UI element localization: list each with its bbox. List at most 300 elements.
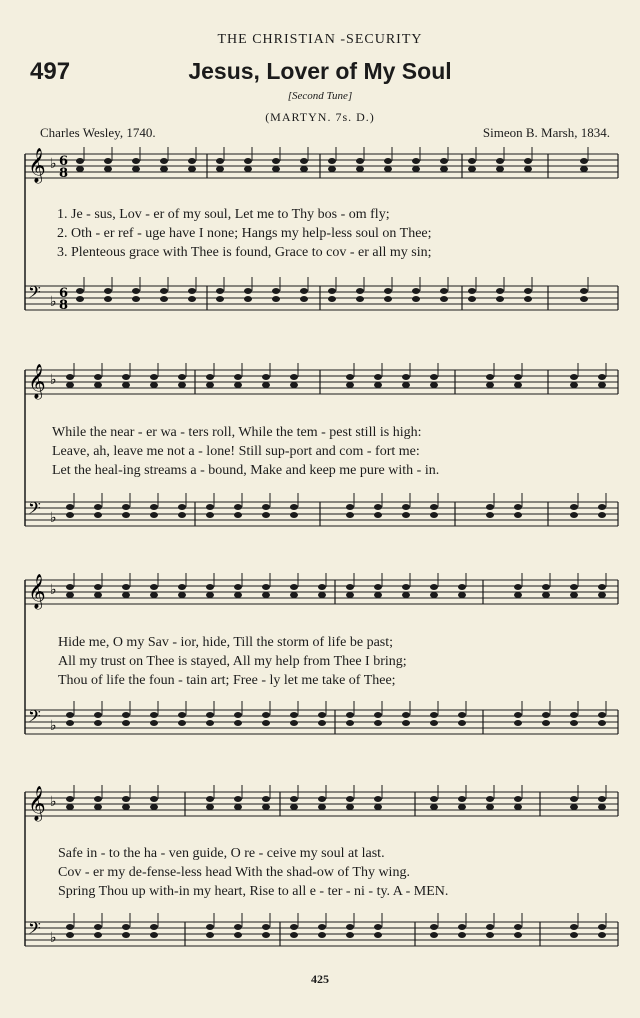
hymn-number: 497 (30, 58, 71, 85)
note-head (598, 504, 606, 510)
note-head (570, 712, 578, 718)
note-head (374, 592, 382, 598)
note-head (290, 796, 298, 802)
note-head (94, 584, 102, 590)
note-head (598, 924, 606, 930)
note-head (234, 796, 242, 802)
note-head (66, 584, 74, 590)
note-head (402, 592, 410, 598)
note-head (598, 584, 606, 590)
note-head (262, 924, 270, 930)
lyric-line: Let the heal-ing streams a - bound, Make and keep me pure with - in. (52, 463, 440, 478)
note-head (94, 504, 102, 510)
note-head (178, 512, 186, 518)
note-head (132, 166, 140, 172)
note-head (402, 504, 410, 510)
note-head (356, 158, 364, 164)
note-head (234, 592, 242, 598)
note-head (244, 296, 252, 302)
note-head (94, 592, 102, 598)
note-head (94, 796, 102, 802)
note-head (300, 288, 308, 294)
treble-clef-icon: 𝄞 (28, 364, 46, 399)
note-head (76, 158, 84, 164)
note-head (458, 932, 466, 938)
note-head (514, 804, 522, 810)
note-head (346, 584, 354, 590)
note-head (104, 166, 112, 172)
note-head (290, 804, 298, 810)
note-head (402, 382, 410, 388)
note-head (300, 158, 308, 164)
note-head (206, 592, 214, 598)
note-head (178, 592, 186, 598)
time-signature: 8 (59, 166, 69, 181)
tune-name: (MARTYN. 7s. D.) (265, 110, 375, 124)
note-head (374, 924, 382, 930)
note-head (318, 720, 326, 726)
note-head (374, 374, 382, 380)
note-head (122, 924, 130, 930)
note-head (486, 382, 494, 388)
note-head (346, 804, 354, 810)
note-head (94, 374, 102, 380)
bass-clef-icon: 𝄢 (28, 706, 41, 730)
note-head (262, 932, 270, 938)
note-head (468, 296, 476, 302)
note-head (122, 584, 130, 590)
note-head (486, 504, 494, 510)
note-head (290, 512, 298, 518)
time-signature: 6 (59, 286, 69, 301)
note-head (384, 158, 392, 164)
note-head (524, 166, 532, 172)
note-head (570, 504, 578, 510)
note-head (402, 720, 410, 726)
note-head (524, 288, 532, 294)
note-head (234, 932, 242, 938)
note-head (430, 932, 438, 938)
lyric-line: All my trust on Thee is stayed, All my help from Thee I bring; (58, 654, 407, 669)
note-head (430, 804, 438, 810)
note-head (150, 512, 158, 518)
note-head (104, 296, 112, 302)
note-head (160, 158, 168, 164)
note-head (486, 374, 494, 380)
note-head (262, 374, 270, 380)
note-head (598, 512, 606, 518)
note-head (272, 158, 280, 164)
note-head (318, 592, 326, 598)
lyric-line: 3. Plenteous grace with Thee is found, Grace to cov - er all my sin; (57, 245, 432, 260)
note-head (430, 592, 438, 598)
note-head (178, 712, 186, 718)
note-head (486, 512, 494, 518)
hymn-title: Jesus, Lover of My Soul (188, 58, 452, 84)
note-head (514, 720, 522, 726)
note-head (290, 924, 298, 930)
note-head (346, 374, 354, 380)
note-head (66, 720, 74, 726)
note-head (234, 382, 242, 388)
note-head (486, 932, 494, 938)
flat-icon: ♭ (50, 372, 57, 388)
note-head (384, 296, 392, 302)
note-head (430, 504, 438, 510)
note-head (122, 592, 130, 598)
note-head (150, 804, 158, 810)
note-head (570, 796, 578, 802)
note-head (272, 166, 280, 172)
note-head (328, 288, 336, 294)
note-head (262, 796, 270, 802)
note-head (160, 288, 168, 294)
note-head (66, 382, 74, 388)
note-head (346, 932, 354, 938)
note-head (234, 804, 242, 810)
note-head (122, 712, 130, 718)
note-head (458, 592, 466, 598)
note-head (458, 804, 466, 810)
note-head (598, 804, 606, 810)
note-head (412, 288, 420, 294)
note-head (94, 512, 102, 518)
note-head (346, 592, 354, 598)
note-head (514, 382, 522, 388)
note-head (598, 932, 606, 938)
note-head (328, 166, 336, 172)
treble-clef-icon: 𝄞 (28, 148, 46, 183)
time-signature: 8 (59, 298, 69, 313)
note-head (346, 924, 354, 930)
note-head (234, 374, 242, 380)
note-head (598, 720, 606, 726)
note-head (150, 382, 158, 388)
note-head (402, 712, 410, 718)
lyric-line: While the near - er wa - ters roll, While the tem - pest still is high: (52, 425, 422, 440)
note-head (580, 158, 588, 164)
note-head (290, 584, 298, 590)
note-head (66, 504, 74, 510)
note-head (514, 796, 522, 802)
note-head (206, 796, 214, 802)
note-head (272, 296, 280, 302)
note-head (122, 720, 130, 726)
note-head (318, 796, 326, 802)
note-head (356, 296, 364, 302)
note-head (216, 158, 224, 164)
note-head (178, 374, 186, 380)
note-head (374, 512, 382, 518)
bass-clef-icon: 𝄢 (28, 918, 41, 942)
note-head (244, 166, 252, 172)
note-head (300, 296, 308, 302)
flat-icon: ♭ (50, 156, 57, 172)
note-head (384, 166, 392, 172)
time-signature: 6 (59, 154, 69, 169)
note-head (206, 512, 214, 518)
note-head (570, 512, 578, 518)
note-head (402, 374, 410, 380)
note-head (104, 288, 112, 294)
note-head (244, 288, 252, 294)
note-head (206, 804, 214, 810)
note-head (514, 512, 522, 518)
note-head (262, 712, 270, 718)
note-head (150, 932, 158, 938)
lyric-line: Safe in - to the ha - ven guide, O re - ceive my soul at last. (58, 846, 385, 861)
lyric-line: Thou of life the foun - tain art; Free - ly let me take of Thee; (58, 673, 396, 688)
note-head (66, 512, 74, 518)
note-head (374, 504, 382, 510)
note-head (346, 382, 354, 388)
lyric-line: Hide me, O my Sav - ior, hide, Till the storm of life be past; (58, 635, 394, 650)
note-head (430, 382, 438, 388)
note-head (262, 512, 270, 518)
note-head (150, 796, 158, 802)
note-head (160, 166, 168, 172)
note-head (328, 296, 336, 302)
note-head (122, 796, 130, 802)
note-head (412, 158, 420, 164)
note-head (216, 296, 224, 302)
note-head (374, 584, 382, 590)
note-head (570, 804, 578, 810)
note-head (468, 166, 476, 172)
note-head (150, 374, 158, 380)
flat-icon: ♭ (50, 294, 57, 310)
lyric-line: Spring Thou up with-in my heart, Rise to all e - ter - ni - ty. A - MEN. (58, 884, 449, 899)
note-head (328, 158, 336, 164)
note-head (318, 712, 326, 718)
note-head (384, 288, 392, 294)
note-head (486, 796, 494, 802)
note-head (468, 158, 476, 164)
note-head (66, 374, 74, 380)
note-head (430, 512, 438, 518)
note-head (402, 512, 410, 518)
note-head (514, 592, 522, 598)
flat-icon: ♭ (50, 510, 57, 526)
note-head (542, 720, 550, 726)
note-head (122, 382, 130, 388)
note-head (216, 166, 224, 172)
note-head (374, 382, 382, 388)
flat-icon: ♭ (50, 582, 57, 598)
note-head (468, 288, 476, 294)
bass-clef-icon: 𝄢 (28, 498, 41, 522)
author-credit: Charles Wesley, 1740. (40, 125, 156, 140)
note-head (94, 932, 102, 938)
note-head (346, 512, 354, 518)
note-head (272, 288, 280, 294)
note-head (132, 288, 140, 294)
note-head (598, 374, 606, 380)
note-head (290, 592, 298, 598)
note-head (66, 924, 74, 930)
note-head (598, 592, 606, 598)
page-number: 425 (311, 972, 329, 986)
note-head (458, 712, 466, 718)
note-head (496, 296, 504, 302)
note-head (430, 796, 438, 802)
note-head (570, 592, 578, 598)
note-head (374, 796, 382, 802)
note-head (262, 584, 270, 590)
note-head (94, 382, 102, 388)
note-head (178, 382, 186, 388)
note-head (318, 924, 326, 930)
note-head (430, 924, 438, 930)
note-head (374, 804, 382, 810)
note-head (122, 932, 130, 938)
note-head (150, 504, 158, 510)
note-head (66, 932, 74, 938)
note-head (514, 374, 522, 380)
note-head (94, 924, 102, 930)
note-head (496, 166, 504, 172)
note-head (178, 720, 186, 726)
note-head (570, 374, 578, 380)
note-head (412, 296, 420, 302)
note-head (542, 712, 550, 718)
note-head (234, 712, 242, 718)
note-head (570, 382, 578, 388)
note-head (122, 504, 130, 510)
note-head (262, 504, 270, 510)
note-head (150, 592, 158, 598)
note-head (402, 584, 410, 590)
note-head (346, 712, 354, 718)
note-head (570, 584, 578, 590)
note-head (430, 720, 438, 726)
bass-clef-icon: 𝄢 (28, 282, 41, 306)
note-head (94, 720, 102, 726)
note-head (458, 720, 466, 726)
note-head (76, 296, 84, 302)
note-head (374, 932, 382, 938)
lyric-line: 2. Oth - er ref - uge have I none; Hangs my help-less soul on Thee; (57, 226, 432, 241)
lyric-line: 1. Je - sus, Lov - er of my soul, Let me to Thy bos - om fly; (57, 207, 390, 222)
note-head (94, 712, 102, 718)
note-head (132, 296, 140, 302)
note-head (262, 382, 270, 388)
note-head (514, 504, 522, 510)
lyric-line: Leave, ah, leave me not a - lone! Still sup-port and com - fort me: (52, 444, 420, 459)
note-head (262, 720, 270, 726)
note-head (514, 932, 522, 938)
note-head (132, 158, 140, 164)
note-head (524, 158, 532, 164)
note-head (216, 288, 224, 294)
note-head (150, 712, 158, 718)
flat-icon: ♭ (50, 930, 57, 946)
note-head (570, 720, 578, 726)
note-head (66, 712, 74, 718)
note-head (430, 584, 438, 590)
note-head (290, 374, 298, 380)
note-head (570, 932, 578, 938)
note-head (66, 592, 74, 598)
note-head (234, 512, 242, 518)
note-head (122, 804, 130, 810)
note-head (290, 382, 298, 388)
note-head (346, 504, 354, 510)
note-head (188, 166, 196, 172)
note-head (514, 584, 522, 590)
note-head (178, 504, 186, 510)
note-head (234, 924, 242, 930)
lyric-line: Cov - er my de-fense-less head With the shad-ow of Thy wing. (58, 865, 410, 880)
note-head (486, 804, 494, 810)
note-head (234, 720, 242, 726)
note-head (150, 924, 158, 930)
note-head (206, 932, 214, 938)
note-head (66, 796, 74, 802)
treble-clef-icon: 𝄞 (28, 574, 46, 609)
note-head (598, 712, 606, 718)
note-head (524, 296, 532, 302)
note-head (300, 166, 308, 172)
note-head (122, 512, 130, 518)
note-head (430, 374, 438, 380)
note-head (122, 374, 130, 380)
note-head (262, 592, 270, 598)
note-head (234, 584, 242, 590)
note-head (206, 924, 214, 930)
note-head (440, 158, 448, 164)
section-heading: THE CHRISTIAN -SECURITY (217, 32, 423, 47)
note-head (580, 166, 588, 172)
flat-icon: ♭ (50, 718, 57, 734)
treble-clef-icon: 𝄞 (28, 786, 46, 821)
note-head (570, 924, 578, 930)
note-head (598, 382, 606, 388)
note-head (514, 712, 522, 718)
flat-icon: ♭ (50, 794, 57, 810)
note-head (598, 796, 606, 802)
note-head (206, 374, 214, 380)
note-head (374, 712, 382, 718)
note-head (458, 796, 466, 802)
note-head (496, 158, 504, 164)
note-head (318, 932, 326, 938)
note-head (514, 924, 522, 930)
note-head (188, 288, 196, 294)
note-head (178, 584, 186, 590)
note-head (290, 932, 298, 938)
note-head (206, 584, 214, 590)
note-head (496, 288, 504, 294)
composer-credit: Simeon B. Marsh, 1834. (482, 125, 610, 140)
note-head (346, 796, 354, 802)
note-head (76, 288, 84, 294)
note-head (356, 288, 364, 294)
note-head (94, 804, 102, 810)
note-head (346, 720, 354, 726)
note-head (76, 166, 84, 172)
note-head (234, 504, 242, 510)
note-head (580, 296, 588, 302)
note-head (244, 158, 252, 164)
note-head (440, 288, 448, 294)
note-head (188, 158, 196, 164)
note-head (206, 382, 214, 388)
note-head (440, 296, 448, 302)
note-head (150, 720, 158, 726)
note-head (440, 166, 448, 172)
note-head (374, 720, 382, 726)
